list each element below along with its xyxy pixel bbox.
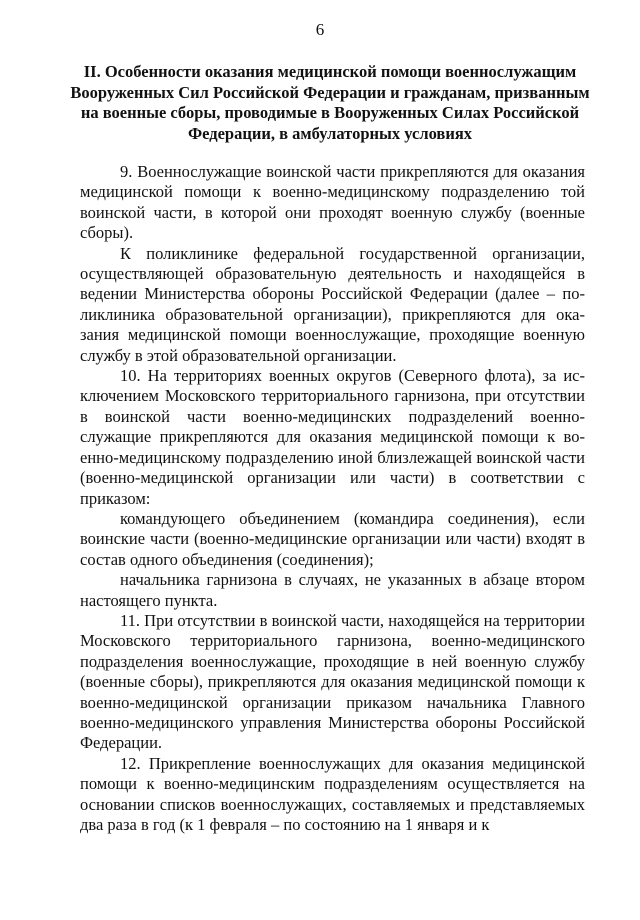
paragraph: 12. Прикрепление военнослужащих для оказания медицинской помощи к военно-медицинским подразделениям осуществляется на основании списков военнослужащих, составляемых и представляемых два раза в год (к 1 февраля – по состоянию на 1 января и к <box>80 753 585 834</box>
document-body <box>80 162 585 835</box>
paragraph: командующего объединением (командира соединения), если воинские части (военно-медицинские организации или части) входят в состав одного объединения (соединения); <box>80 508 585 569</box>
paragraph: К поликлинике федеральной государственной организации, осуществляющей образовательную деятельность и находящейся в ведении Министерства обороны Российской Федерации (далее – поликлиника образовательной организации), прикрепляются для оказания медицинской помощи военнослужащие, проходящие военную службу в этой образовательной организации. <box>80 243 585 365</box>
paragraph: 11. При отсутствии в воинской части, находящейся на территории Московского территориального гарнизона, военно-медицинского подразделения военнослужащие, проходящие в ней военную службу (военные сборы), прикрепляются для оказания медицинской помощи к военно-медицинской организации приказом начальника Главного военно-медицинского управления Министерства обороны Российской Федерации. <box>80 610 585 753</box>
paragraph: 9. Военнослужащие воинской части прикрепляются для оказания медицинской помощи к военно-медицинскому подразделению той воинской части, в которой они проходят военную службу (военные сборы). <box>80 162 585 243</box>
section-title: II. Особенности оказания медицинской помощи военнослужащим Вооруженных Сил Российской Федерации и гражданам, призванным на военные сборы, проводимые в Вооруженных Силах Российской Федерации, в амбулаторных условиях <box>70 62 590 143</box>
paragraph: начальника гарнизона в случаях, не указанных в абзаце втором настоящего пункта. <box>80 570 585 610</box>
page-number: 6 <box>315 20 325 39</box>
paragraph: 10. На территориях военных округов (Северного флота), за исключением Московского территориального гарнизона, при отсутствии в воинской части военно-медицинских подразделений военнослужащие прикрепляются для оказания медицинской помощи к военно-медицинскому подразделению иной близлежащей воинской части (военно-медицинской организации или части) в соответствии с приказом: <box>80 366 585 508</box>
